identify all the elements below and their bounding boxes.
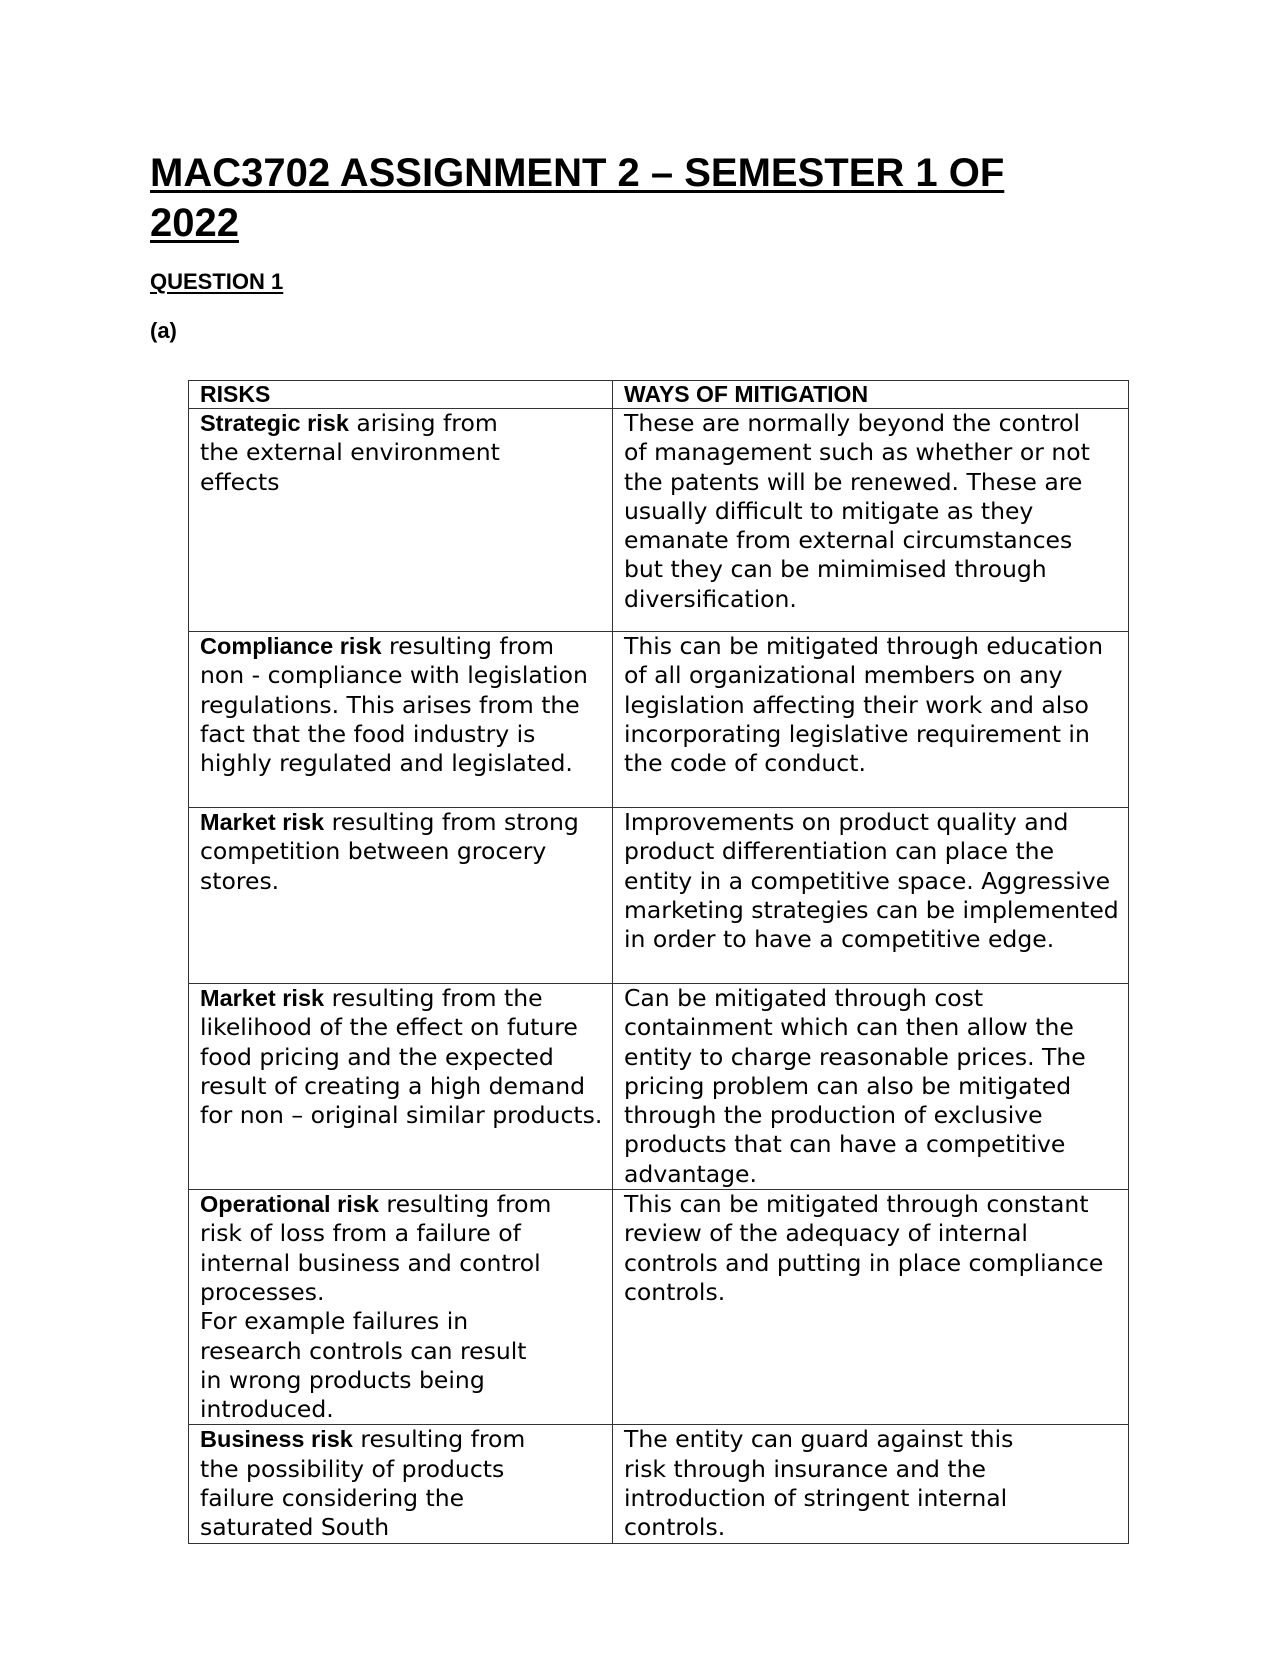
mitigation-cell: This can be mitigated through constant review of the adequacy of internal controls and putting in place compliance controls. [613, 1190, 1129, 1425]
risk-description: resulting from non - compliance with legislation regulations. This arises from the fact that the food industry is highly regulated and legislated. [200, 632, 588, 778]
table-row [189, 808, 1129, 984]
question-heading: QUESTION 1 [150, 269, 284, 294]
risk-description: resulting from the possibility of products failure considering the saturated South [200, 1425, 526, 1542]
table-row [189, 1425, 1129, 1543]
table-row [189, 1190, 1129, 1425]
mitigation-cell: This can be mitigated through education of all organizational members on any legislation affecting their work and also incorporating legislative requirement in the code of conduct. [613, 632, 1129, 808]
risk-cell [189, 1425, 613, 1543]
table-header-row [189, 381, 1129, 409]
risk-type: Strategic risk [200, 410, 349, 436]
mitigation-cell: Improvements on product quality and product differentiation can place the entity in a competitive space. Aggressive marketing strategies can be implemented in order to have a competitive edge. [613, 808, 1129, 984]
risk-type: Compliance risk [200, 633, 382, 659]
risk-type: Business risk [200, 1426, 353, 1453]
risk-description-extra: For example failures in research controls can result in wrong products being introduced. [200, 1307, 527, 1424]
table-row [189, 984, 1129, 1190]
risk-cell [189, 984, 613, 1190]
risk-type: Market risk [200, 809, 325, 835]
risk-type: Operational risk [200, 1191, 379, 1218]
risk-type: Market risk [200, 985, 325, 1011]
risk-mitigation-table [188, 380, 1129, 1544]
mitigation-cell: These are normally beyond the control of management such as whether or not the patents will be renewed. These are usually difficult to mitigate as they emanate from external circumstances but they can be mimimised through diversification. [613, 409, 1129, 632]
risk-description: arising from the external environment effects [200, 409, 500, 496]
document-title: MAC3702 ASSIGNMENT 2 – SEMESTER 1 OF 2022 [150, 151, 1005, 245]
table-row [189, 632, 1129, 808]
risk-description: resulting from the likelihood of the effect on future food pricing and the expected result of creating a high demand for non – original similar products. [200, 984, 603, 1130]
risk-cell [189, 1190, 613, 1425]
risk-cell [189, 808, 613, 984]
risk-cell [189, 409, 613, 632]
mitigation-cell: The entity can guard against this risk through insurance and the introduction of stringent internal controls. [613, 1425, 1129, 1543]
table-row [189, 409, 1129, 632]
header-ways-of-mitigation: WAYS OF MITIGATION [613, 381, 1129, 409]
document-page [150, 148, 1140, 1542]
risk-description: resulting from risk of loss from a failure of internal business and control processes. [200, 1190, 552, 1306]
header-risks: RISKS [189, 381, 613, 409]
risk-cell [189, 632, 613, 808]
mitigation-cell: Can be mitigated through cost containment which can then allow the entity to charge reasonable prices. The pricing problem can also be mitigated through the production of exclusive products that can have a competitive advantage. [613, 984, 1129, 1190]
risk-description: resulting from strong competition between grocery stores. [200, 808, 579, 895]
part-label: (a) [150, 318, 177, 343]
